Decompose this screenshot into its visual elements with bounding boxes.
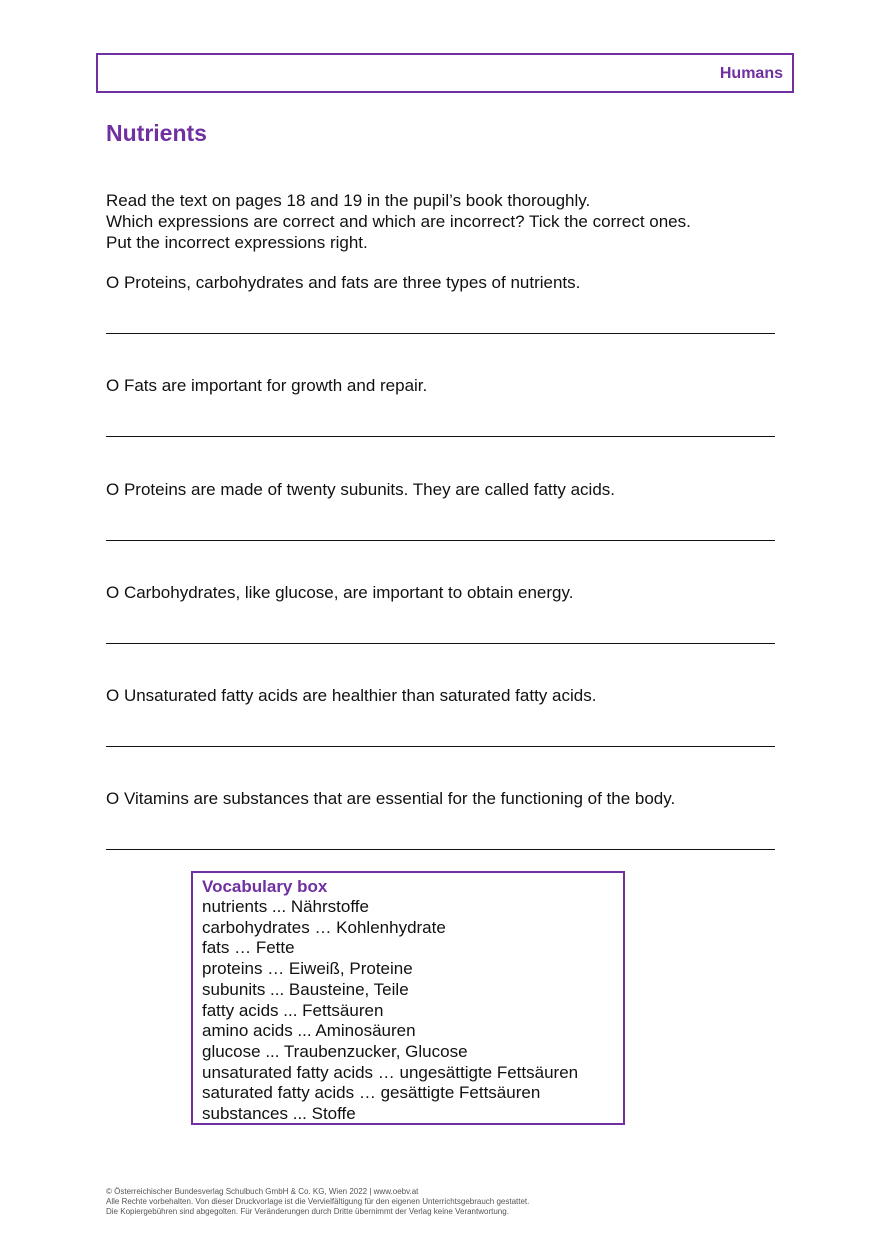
answer-line[interactable] xyxy=(106,540,775,541)
answer-line[interactable] xyxy=(106,643,775,644)
statement-text: O Proteins are made of twenty subunits. They are called fatty acids. xyxy=(106,480,615,499)
answer-line[interactable] xyxy=(106,849,775,850)
statement-text: O Fats are important for growth and repair. xyxy=(106,376,428,395)
statement-item xyxy=(106,479,776,500)
copyright-line: © Österreichischer Bundesverlag Schulbuch GmbH & Co. KG, Wien 2022 | www.oebv.at xyxy=(106,1187,419,1196)
page-title: Nutrients xyxy=(106,120,207,146)
vocabulary-item: saturated fatty acids … gesättigte Fettsäuren xyxy=(202,1083,541,1103)
header-label: Humans xyxy=(719,65,783,82)
disclaimer-line: Die Kopiergebühren sind abgegolten. Für Veränderungen durch Dritte übernimmt der Verlag keine Verantwortung. xyxy=(106,1207,509,1216)
answer-line[interactable] xyxy=(106,436,775,437)
statement-item xyxy=(106,582,776,603)
vocabulary-item: subunits ... Bausteine, Teile xyxy=(202,979,409,999)
statement-text: O Proteins, carbohydrates and fats are three types of nutrients. xyxy=(106,273,581,292)
vocabulary-item: substances ... Stoffe xyxy=(202,1104,356,1124)
vocabulary-title: Vocabulary box xyxy=(202,877,328,896)
statement-item xyxy=(106,272,776,293)
statement-item xyxy=(106,788,776,809)
vocabulary-item: carbohydrates … Kohlenhydrate xyxy=(202,917,446,937)
vocabulary-item: fatty acids ... Fettsäuren xyxy=(202,1000,384,1020)
statement-text: O Vitamins are substances that are essential for the functioning of the body. xyxy=(106,789,676,808)
statement-item xyxy=(106,685,776,706)
statement-text: O Carbohydrates, like glucose, are important to obtain energy. xyxy=(106,583,574,602)
vocabulary-item: glucose ... Traubenzucker, Glucose xyxy=(202,1041,468,1061)
statement-item xyxy=(106,375,776,396)
instruction-line: Which expressions are correct and which are incorrect? Tick the correct ones. xyxy=(106,212,691,231)
answer-line[interactable] xyxy=(106,746,775,747)
header-box xyxy=(96,53,794,93)
rights-line: Alle Rechte vorbehalten. Von dieser Druckvorlage ist die Vervielfältigung für den eigenen Unterrichtsgebrauch gestattet. xyxy=(106,1197,530,1206)
vocabulary-item: amino acids ... Aminosäuren xyxy=(202,1021,416,1041)
vocabulary-box xyxy=(191,871,625,1125)
instruction-line: Put the incorrect expressions right. xyxy=(106,233,368,252)
answer-line[interactable] xyxy=(106,333,775,334)
vocabulary-item: fats … Fette xyxy=(202,938,295,958)
statement-text: O Unsaturated fatty acids are healthier than saturated fatty acids. xyxy=(106,686,597,705)
footer xyxy=(106,1187,806,1217)
instructions xyxy=(106,190,786,253)
instruction-line: Read the text on pages 18 and 19 in the pupil’s book thoroughly. xyxy=(106,191,591,210)
vocabulary-item: nutrients ... Nährstoffe xyxy=(202,897,369,916)
vocabulary-item: proteins … Eiweiß, Proteine xyxy=(202,959,413,979)
vocabulary-item: unsaturated fatty acids … ungesättigte Fettsäuren xyxy=(202,1062,579,1082)
